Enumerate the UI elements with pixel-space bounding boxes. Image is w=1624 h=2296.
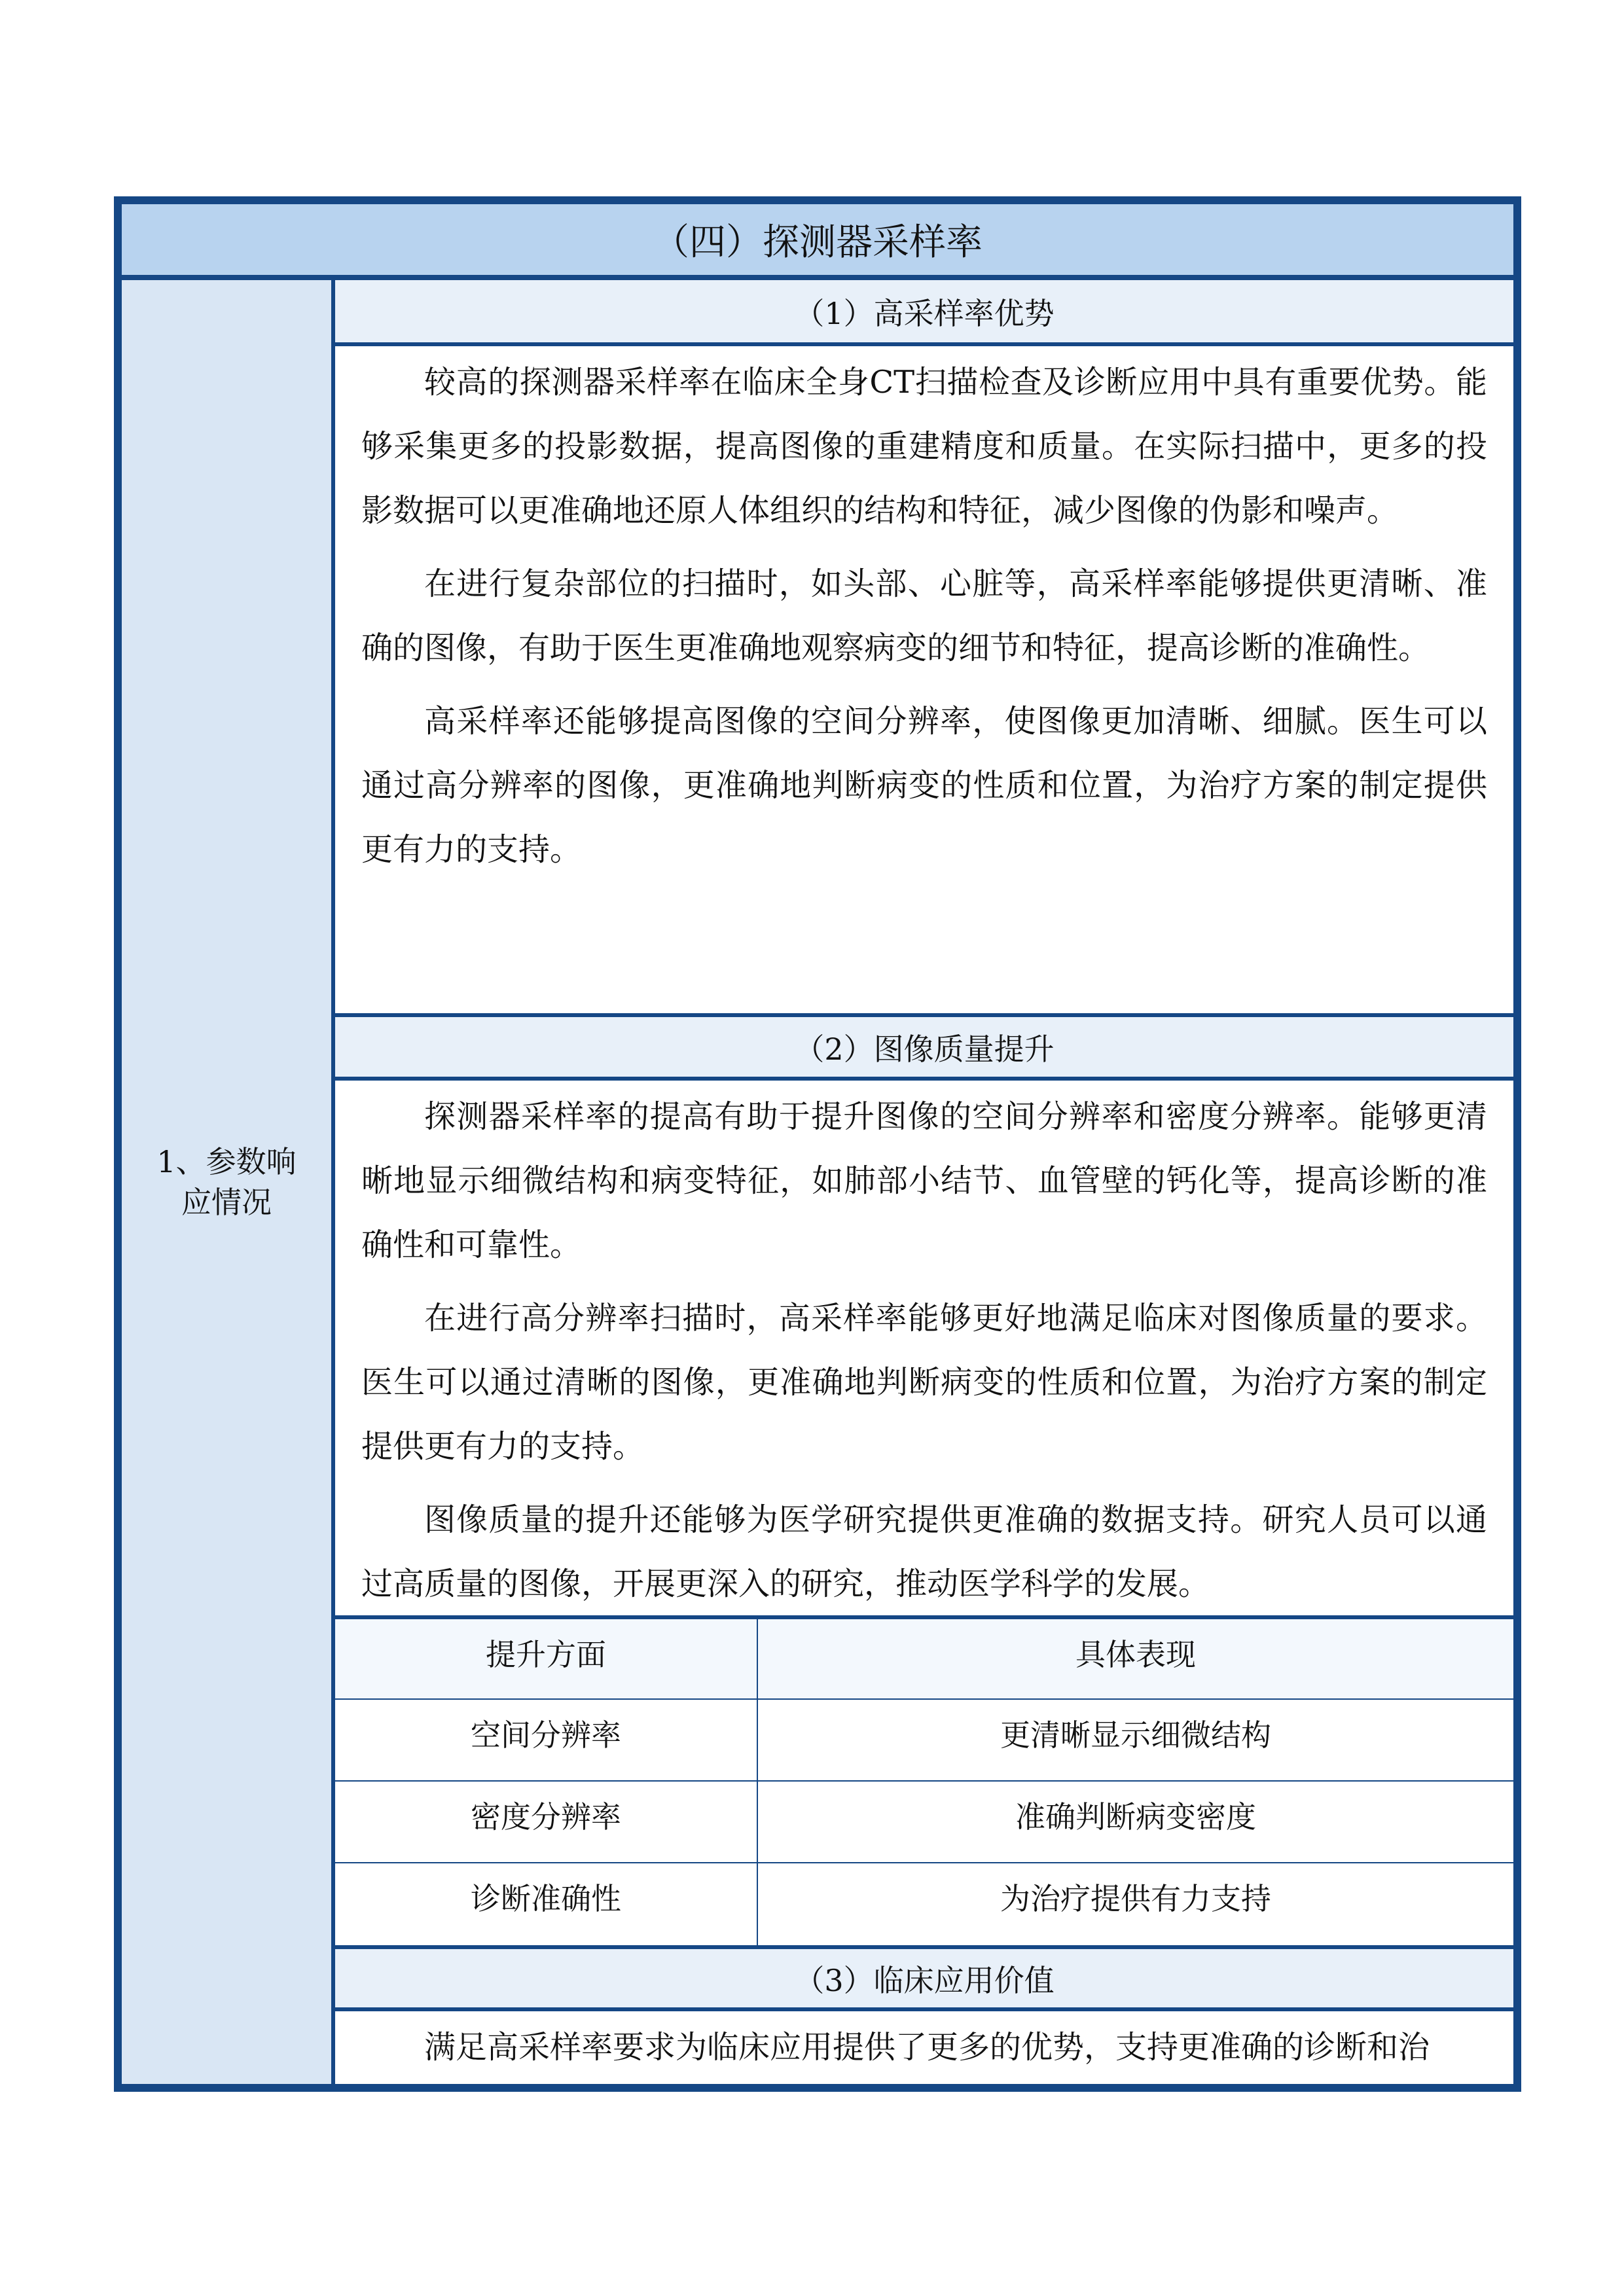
document-table xyxy=(114,196,1521,2092)
paragraph: 在进行复杂部位的扫描时，如头部、心脏等，高采样率能够提供更清晰、准确的图像，有助于医生更准确地观察病变的细节和特征，提高诊断的准确性。 xyxy=(361,565,1487,666)
paragraph: 高采样率还能够提高图像的空间分辨率，使图像更加清晰、细腻。医生可以通过高分辨率的图像，更准确地判断病变的性质和位置，为治疗方案的制定提供更有力的支持。 xyxy=(361,703,1487,868)
table-cell: 更清晰显示细微结构 xyxy=(1000,1717,1271,1753)
table-row xyxy=(335,1782,1513,1863)
paragraph: 较高的探测器采样率在临床全身CT扫描检查及诊断应用中具有重要优势。能够采集更多的投影数据，提高图像的重建精度和质量。在实际扫描中，更多的投影数据可以更准确地还原人体组织的结构和特征，减少图像的伪影和噪声。 xyxy=(361,364,1487,529)
subheading-3: （3）临床应用价值 xyxy=(335,1945,1513,2011)
table-header-row xyxy=(335,1615,1513,1700)
table-cell: 密度分辨率 xyxy=(335,1782,758,1862)
subheading-1: （1）高采样率优势 xyxy=(335,280,1513,346)
table-row xyxy=(335,1700,1513,1782)
paragraph: 满足高采样率要求为临床应用提供了更多的优势，支持更准确的诊断和治 xyxy=(424,2029,1430,2066)
paragraph: 图像质量的提升还能够为医学研究提供更准确的数据支持。研究人员可以通过高质量的图像，开展更深入的研究，推动医学科学的发展。 xyxy=(361,1501,1487,1602)
section-1-body xyxy=(335,346,1513,1017)
content-cell xyxy=(335,280,1513,2084)
paragraph: 在进行高分辨率扫描时，高采样率能够更好地满足临床对图像质量的要求。医生可以通过清晰的图像，更准确地判断病变的性质和位置，为治疗方案的制定提供更有力的支持。 xyxy=(361,1300,1487,1465)
section-title: （四）探测器采样率 xyxy=(122,204,1513,280)
row-label-cell xyxy=(122,280,335,2084)
table-row xyxy=(335,1863,1513,1945)
table-cell: 诊断准确性 xyxy=(335,1863,758,1945)
table-cell: 为治疗提供有力支持 xyxy=(1000,1881,1271,1916)
paragraph: 探测器采样率的提高有助于提升图像的空间分辨率和密度分辨率。能够更清晰地显示细微结构和病变特征，如肺部小结节、血管壁的钙化等，提高诊断的准确性和可靠性。 xyxy=(361,1098,1487,1263)
header-cell: 具体表现 xyxy=(1075,1637,1196,1672)
section-2-body xyxy=(335,1081,1513,1617)
subheading-2: （2）图像质量提升 xyxy=(335,1013,1513,1081)
row-label: 1、参数响应情况 xyxy=(156,1144,297,1220)
table-cell: 准确判断病变密度 xyxy=(1015,1799,1256,1835)
comparison-table xyxy=(335,1615,1513,1945)
table-cell: 空间分辨率 xyxy=(335,1700,758,1780)
section-3-body xyxy=(335,2011,1513,2083)
header-cell: 提升方面 xyxy=(335,1619,758,1698)
